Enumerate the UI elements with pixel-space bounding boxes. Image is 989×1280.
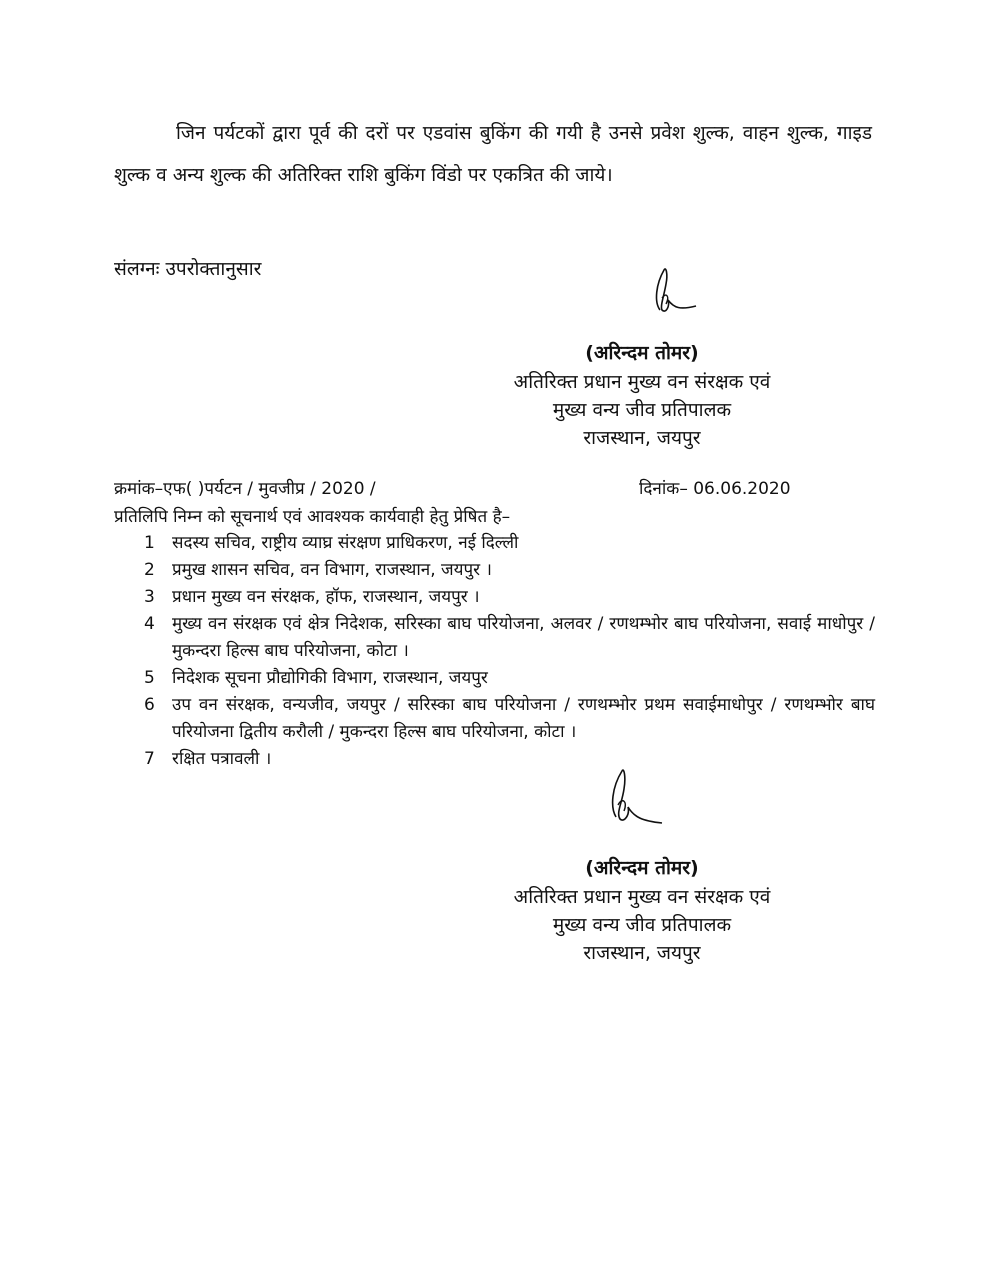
list-item-number: 2: [144, 560, 155, 580]
list-item: [140, 746, 875, 773]
list-item-text: सदस्य सचिव, राष्ट्रीय व्याघ्र संरक्षण प्राधिकरण, नई दिल्ली: [172, 533, 519, 553]
list-item-number: 5: [144, 668, 155, 688]
copy-recipients-list: [140, 530, 875, 773]
reference-date: दिनांक– 06.06.2020: [639, 479, 791, 499]
signature-bottom: [598, 765, 668, 831]
body-paragraph: जिन पर्यटकों द्वारा पूर्व की दरों पर एडवांस बुकिंग की गयी है उनसे प्रवेश शुल्क, वाहन शुल्क, गाइड शुल्क व अन्य शुल्क की अतिरिक्त राशि बुकिंग विंडो पर एकत्रित की जाये।: [114, 122, 872, 186]
enclosure-note: संलग्नः उपरोक्तानुसार: [114, 258, 262, 280]
signatory-block-bottom: [452, 853, 832, 967]
list-item-number: 6: [144, 695, 155, 715]
signature-top: [640, 262, 710, 322]
signatory-designation-2: मुख्य वन्य जीव प्रतिपालक: [552, 914, 732, 936]
signatory-designation-1: अतिरिक्त प्रधान मुख्य वन संरक्षक एवं: [513, 886, 771, 908]
copy-heading: प्रतिलिपि निम्न को सूचनार्थ एवं आवश्यक कार्यवाही हेतु प्रेषित है–: [114, 507, 511, 527]
signatory-designation-1: अतिरिक्त प्रधान मुख्य वन संरक्षक एवं: [513, 371, 771, 393]
list-item-number: 1: [144, 533, 155, 553]
signatory-name: (अरिन्दम तोमर): [585, 342, 699, 364]
reference-line: [114, 476, 814, 502]
list-item-text: मुख्य वन संरक्षक एवं क्षेत्र निदेशक, सरिस्का बाघ परियोजना, अलवर / रणथम्भोर बाघ परियोजना, सवाई माधोपुर / मुकन्दरा हिल्स बाघ परियोजना, कोटा ।: [172, 614, 875, 661]
list-item-number: 4: [144, 614, 155, 634]
list-item-text: रक्षित पत्रावली ।: [172, 749, 272, 769]
list-item: [140, 611, 875, 665]
list-item: [140, 557, 875, 584]
signatory-designation-2: मुख्य वन्य जीव प्रतिपालक: [552, 399, 732, 421]
signatory-location: राजस्थान, जयपुर: [583, 427, 701, 449]
list-item-text: प्रधान मुख्य वन संरक्षक, हॉफ, राजस्थान, जयपुर ।: [172, 587, 480, 607]
signatory-location: राजस्थान, जयपुर: [583, 942, 701, 964]
list-item-text: उप वन संरक्षक, वन्यजीव, जयपुर / सरिस्का बाघ परियोजना / रणथम्भोर प्रथम सवाईमाधोपुर / रणथम्भोर बाघ परियोजना द्वितीय करौली / मुकन्दरा हिल्स बाघ परियोजना, कोटा ।: [172, 695, 875, 742]
list-item-text: प्रमुख शासन सचिव, वन विभाग, राजस्थान, जयपुर ।: [172, 560, 492, 580]
reference-number: क्रमांक–एफ( )पर्यटन / मुवजीप्र / 2020 /: [114, 479, 376, 499]
list-item-text: निदेशक सूचना प्रौद्योगिकी विभाग, राजस्थान, जयपुर: [172, 668, 488, 688]
signatory-block-top: [452, 338, 832, 452]
list-item-number: 3: [144, 587, 155, 607]
list-item-number: 7: [144, 749, 155, 769]
list-item: [140, 665, 875, 692]
list-item: [140, 692, 875, 746]
signatory-name: (अरिन्दम तोमर): [585, 857, 699, 879]
list-item: [140, 530, 875, 557]
list-item: [140, 584, 875, 611]
